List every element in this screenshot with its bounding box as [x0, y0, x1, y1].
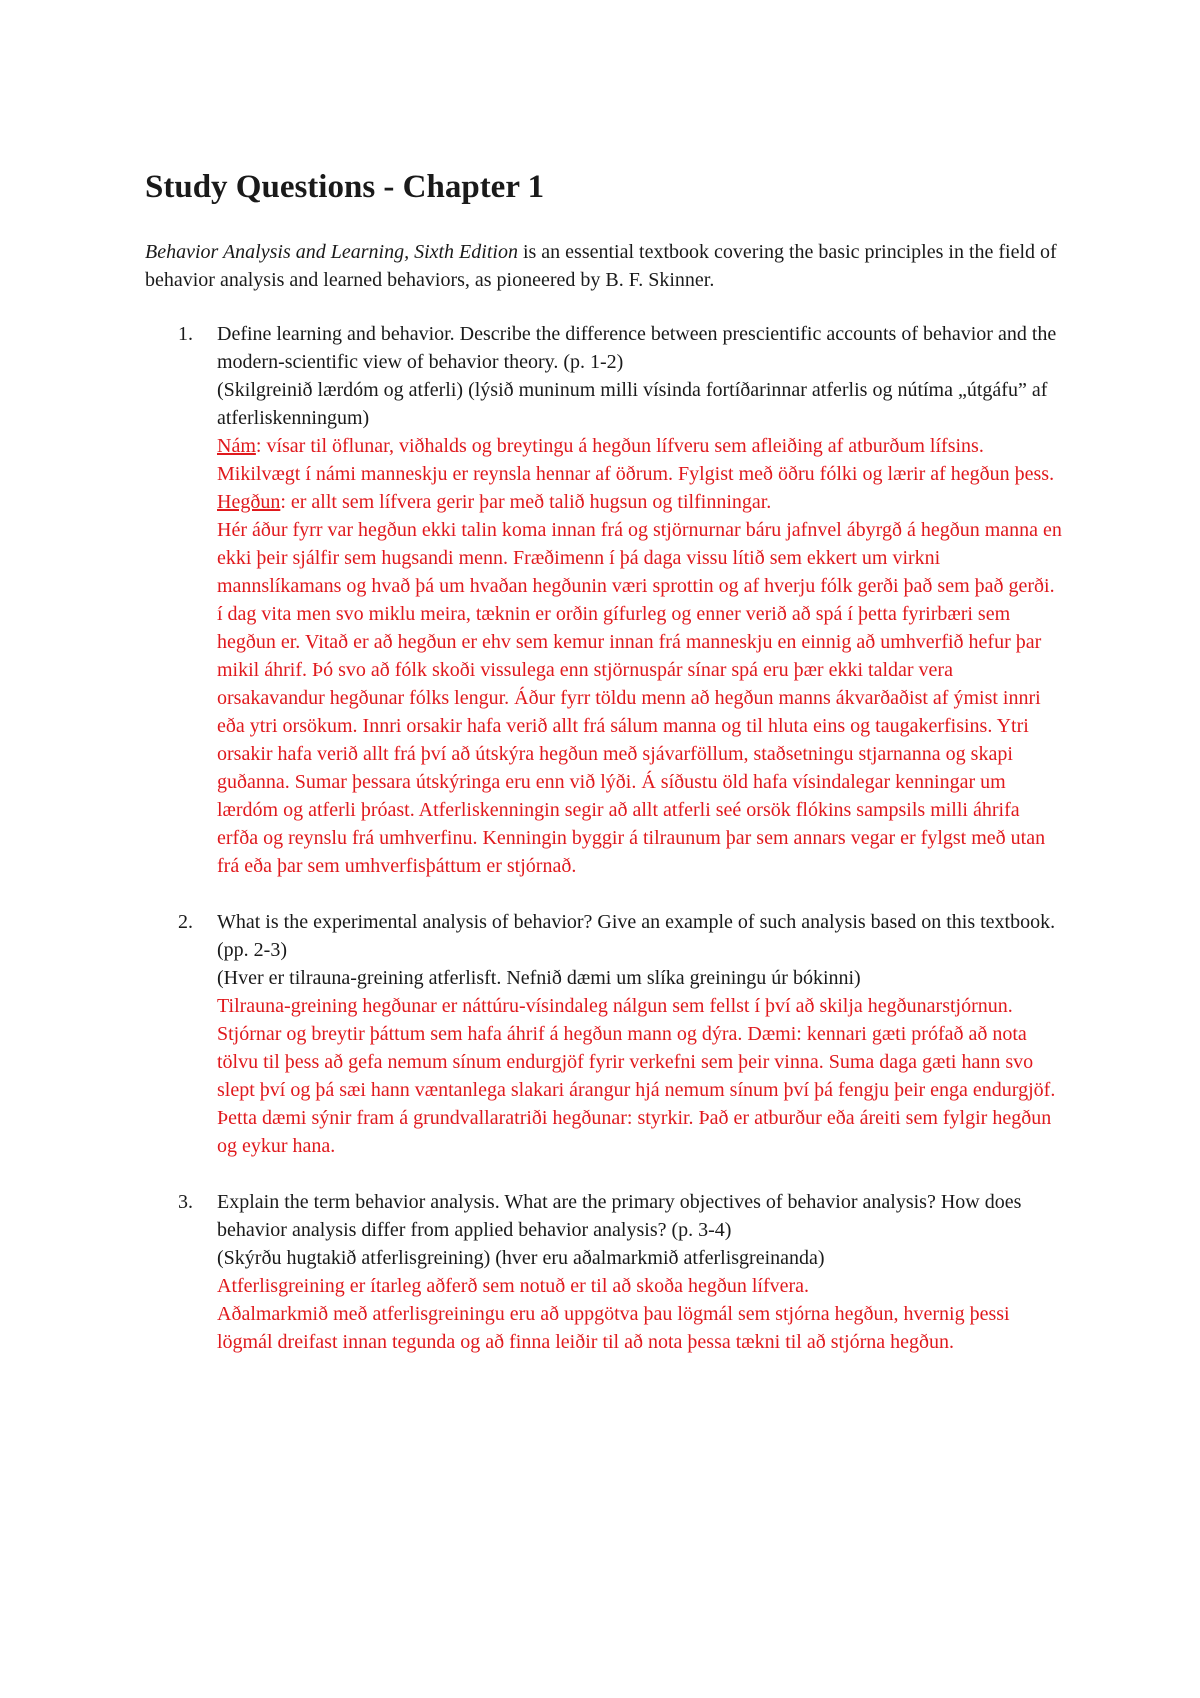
answer-paragraph: í dag vita men svo miklu meira, tæknin er orðin gífurleg og enner verið að spá í þetta fyrirbæri sem hegðun er. Vitað er að hegðun er ehv sem kemur innan frá manneskju en einnig að umhverfið hefur þar mikil áhrif. Þó svo að fólk skoði vissulega enn stjörnuspár sínar spá eru þær ekki taldar vera orsakavandur hegðunar fólks lengur. Áður fyrr töldu menn að hegðun manns ákvarðaðist af ýmist innri eða ytri orsökum. Innri orsakir hafa verið allt frá sálum manna og til hluta eins og taugakerfisins. Ytri orsakir hafa verið allt frá því að útskýra hegðun með sjávarföllum, staðsetningu stjarnanna og skapi guðanna. Sumar þessara útskýringa eru enn við lýði. Á síðustu öld hafa vísindalegar kenningar um lærdóm og atferli þróast. Atferliskenningin segir að allt atferli seé orsök flókins sampsils milli áhrifa erfða og reynslu frá umhverfinu. Kenningin byggir á tilraunum þar sem annars vegar er fylgst með utan frá eða þar sem umhverfisþáttum er stjórnað. — [217, 602, 1046, 877]
answer-paragraph: Aðalmarkmið með atferlisgreiningu eru að uppgötva þau lögmál sem stjórna hegðun, hvernig þessi lögmál dreifast innan tegunda og að finna leiðir til að nota þessa tækni til að stjórna hegðun. — [217, 1302, 1010, 1353]
question-text: What is the experimental analysis of behavior? Give an example of such analysis based on this textbook. (pp. 2-3) — [217, 910, 1056, 961]
question-number: 2. — [178, 910, 193, 933]
question-item-2 — [145, 908, 1065, 1160]
answer-paragraph: Tilrauna-greining hegðunar er náttúru-vísindaleg nálgun sem fellst í því að skilja hegðunarstjórnun. Stjórnar og breytir þáttum sem hafa áhrif á hegðun mann og dýra. Dæmi: kennari gæti prófað að nota tölvu til þess að gefa nemum sínum endurgjöf fyrir verkefni sem þeir vinna. Suma daga gæti hann svo slept því og þá sæi hann væntanlega slakari árangur hjá nemum sínum því þá fengju þeir enga endurgjöf. Þetta dæmi sýnir fram á grundvallaratriði hegðunar: styrkir. Það er atburður eða áreiti sem fylgir hegðun og eykur hana. — [217, 994, 1056, 1157]
answer-paragraph: Atferlisgreining er ítarleg aðferð sem notuð er til að skoða hegðun lífvera. — [217, 1274, 810, 1297]
page-title: Study Questions - Chapter 1 — [145, 169, 545, 205]
question-translation: (Skilgreinið lærdóm og atferli) (lýsið muninum milli vísinda fortíðarinnar atferlis og nútíma „útgáfu” af atferliskenningum) — [217, 378, 1048, 429]
question-text: Explain the term behavior analysis. What are the primary objectives of behavior analysis? How does behavior analysis differ from applied behavior analysis? (p. 3-4) — [217, 1190, 1022, 1241]
term-definition: : er allt sem lífvera gerir þar með talið hugsun og tilfinningar. — [280, 490, 772, 513]
question-item-1 — [145, 320, 1065, 880]
answer-paragraph: Hér áður fyrr var hegðun ekki talin koma innan frá og stjörnurnar báru jafnvel ábyrgð á hegðun manna en ekki þeir sjálfir sem hugsandi menn. Fræðimenn í þá daga vissu lítið sem ekkert um virkni mannslíkamans og hvað þá um hvaðan hegðunin væri sprottin og af hverju fólk gerði það sem það gerði. — [217, 518, 1062, 597]
question-text: Define learning and behavior. Describe the difference between prescientific accounts of behavior and the modern-scientific view of behavior theory. (p. 1-2) — [217, 322, 1057, 373]
question-number: 1. — [178, 322, 193, 345]
question-item-3 — [145, 1188, 1065, 1356]
term-label: Nám — [217, 434, 256, 457]
question-number: 3. — [178, 1190, 193, 1213]
term-label: Hegðun — [217, 490, 281, 513]
question-translation: (Skýrðu hugtakið atferlisgreining) (hver eru aðalmarkmið atferlisgreinanda) — [217, 1246, 825, 1269]
answer-term-behavior — [217, 488, 1065, 516]
question-list — [145, 320, 1065, 1356]
term-definition: : vísar til öflunar, viðhalds og breytingu á hegðun lífveru sem afleiðing af atburðum lífsins. Mikilvægt í námi manneskju er reynsla hennar af öðrum. Fylgist með öðru fólki og lærir af hegðun þess. — [217, 434, 1055, 485]
question-translation: (Hver er tilrauna-greining atferlisft. Nefnið dæmi um slíka greiningu úr bókinni) — [217, 966, 861, 989]
document-page — [145, 168, 1065, 1384]
intro-text: is an essential textbook covering the basic principles in the field of behavior analysis and learned behaviors, as pioneered by B. F. Skinner. — [145, 240, 1057, 291]
book-title: Behavior Analysis and Learning, Sixth Edition — [145, 240, 518, 263]
answer-term-learning — [217, 432, 1065, 488]
intro-paragraph — [145, 238, 1065, 294]
